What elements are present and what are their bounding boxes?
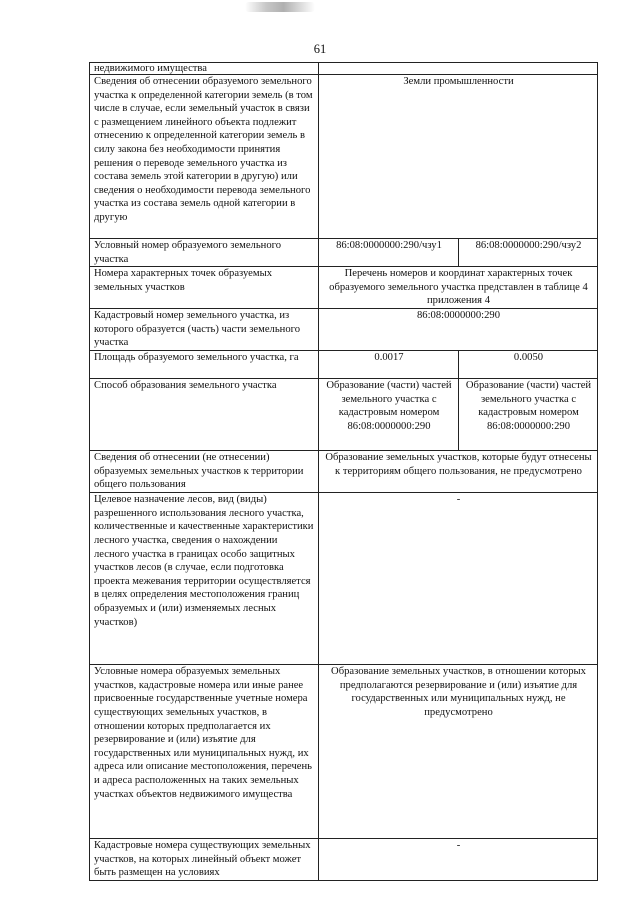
row-label: Кадастровые номера существующих земельных участков, на которых линейный объект может быть размещен на условиях [90,839,319,881]
row-value: - [319,493,598,665]
row-value: 86:08:0000000:290 [319,309,598,351]
table-row [90,665,598,839]
row-value-1: 86:08:0000000:290/чзу1 [319,239,459,267]
table-row [90,63,598,75]
land-plot-table [89,62,598,881]
row-label: Площадь образуемого земельного участка, га [90,351,319,379]
table-row [90,351,598,379]
scan-artifact [245,2,315,12]
row-value: Земли промышленности [319,75,598,239]
row-value: Перечень номеров и координат характерных точек образуемого земельного участка представлен в таблице 4 приложения 4 [319,267,598,309]
table-row [90,239,598,267]
row-label: Сведения об отнесении (не отнесении) образуемых земельных участков к территории общего пользования [90,451,319,493]
row-label: недвижимого имущества [90,63,319,75]
row-value-2: 86:08:0000000:290/чзу2 [459,239,598,267]
row-value: Образование земельных участков, которые будут отнесены к территориям общего пользования, не предусмотрено [319,451,598,493]
row-value-2: Образование (части) частей земельного участка с кадастровым номером 86:08:0000000:290 [459,379,598,451]
row-value: - [319,839,598,881]
row-label: Целевое назначение лесов, вид (виды) разрешенного использования лесного участка, количественные и качественные характеристики лесного участка, сведения о нахождении лесного участка в границах особо защитных участков лесов (в случае, если подготовка проекта межевания территории осуществляется в целях определения местоположения границ образуемых и (или) изменяемых лесных участков) [90,493,319,665]
table-row [90,267,598,309]
table-row [90,379,598,451]
table-row [90,839,598,881]
table-row [90,75,598,239]
table-row [90,451,598,493]
page-number: 61 [313,42,327,56]
row-value-1: 0.0017 [319,351,459,379]
table-row [90,309,598,351]
row-label: Кадастровый номер земельного участка, из которого образуется (часть) части земельного участка [90,309,319,351]
row-value: Образование земельных участков, в отношении которых предполагаются резервирование и (или) изъятие для государственных или муниципальных нужд, не предусмотрено [319,665,598,839]
row-label: Номера характерных точек образуемых земельных участков [90,267,319,309]
row-value-2: 0.0050 [459,351,598,379]
row-label: Способ образования земельного участка [90,379,319,451]
row-label: Сведения об отнесении образуемого земельного участка к определенной категории земель (в том числе в случае, если земельный участок в связи с размещением линейного объекта подлежит отнесению к определенной категории земель в силу закона без необходимости принятия решения о переводе земельного участка из состава земель этой категории в другую) или сведения о необходимости перевода земельного участка из состава земель одной категории в другую [90,75,319,239]
row-value [319,63,598,75]
row-value-1: Образование (части) частей земельного участка с кадастровым номером 86:08:0000000:290 [319,379,459,451]
row-label: Условные номера образуемых земельных участков, кадастровые номера или иные ранее присвоенные государственные учетные номера существующих земельных участков, в отношении которых предполагается их резервирование и (или) изъятие для государственных или муниципальных нужд, их адреса или описание местоположения, перечень и адреса расположенных на таких земельных участках объектов недвижимого имущества [90,665,319,839]
table-row [90,493,598,665]
row-label: Условный номер образуемого земельного участка [90,239,319,267]
